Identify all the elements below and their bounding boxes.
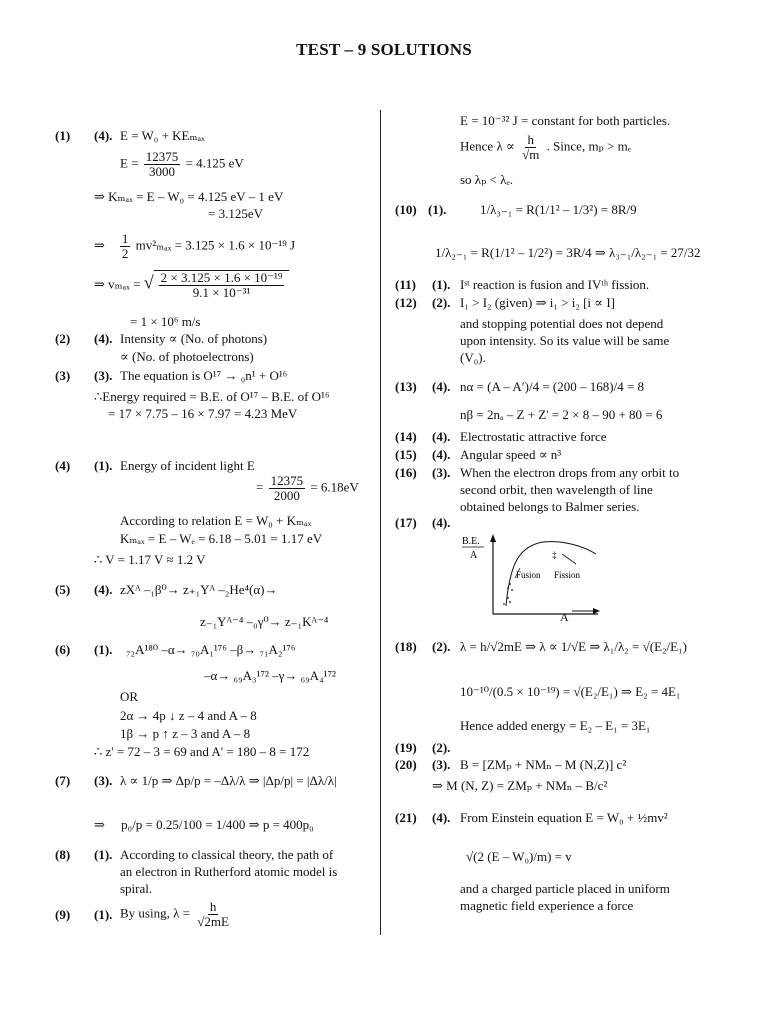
graph-x-label: A — [560, 610, 569, 624]
solution-line: Iˢᵗ reaction is fusion and IVᵗʰ fission. — [460, 277, 650, 292]
question-number: (2) — [55, 331, 71, 346]
answer-option: (2). — [432, 295, 451, 310]
question-number: (7) — [55, 773, 71, 788]
solution-line: magnetic field experience a force — [460, 898, 634, 913]
solution-line: ∴ V = 1.17 V ≈ 1.2 V — [94, 552, 206, 567]
answer-option: (4). — [432, 810, 451, 825]
solution-line: ᴢ₋₁Yᴬ⁻⁴ –₀γ⁰→ ᴢ₋₁Kᴬ⁻⁴ — [200, 614, 329, 629]
answer-option: (4). — [432, 429, 451, 444]
solution-line: From Einstein equation E = W₀ + ½mv² — [460, 810, 668, 825]
question-number: (19) — [395, 740, 417, 755]
solution-line: When the electron drops from any orbit to — [460, 465, 680, 480]
answer-option: (4). — [432, 379, 451, 394]
question-number: (20) — [395, 757, 417, 772]
solution-line: = 3.125eV — [208, 206, 263, 221]
solution-line: ⇒ M (N, Z) = ZMₚ + NMₙ – B/c² — [432, 778, 608, 793]
solution-line: Angular speed ∝ n³ — [460, 447, 562, 462]
question-number: (9) — [55, 907, 71, 922]
solution-line: B = [ZMₚ + NMₙ – M (N,Z)] c² — [460, 757, 627, 772]
solution-line: ∴ z' = 72 – 3 = 69 and A' = 180 – 8 = 172 — [94, 744, 310, 759]
solution-line: By using, λ = $\frac{h}{√2mE}$ — [120, 899, 229, 929]
answer-option: (3). — [94, 773, 113, 788]
solution-line: ⇒ p₀/p = 0.25/100 = 1/400 ⇒ p = 400p₀ — [94, 817, 314, 832]
solution-line: ₇₂A¹⁸⁰ –α→ ₇₀A₁¹⁷⁶ –β→ ₇₁A₂¹⁷⁶ — [126, 642, 296, 657]
page-title: TEST – 9 SOLUTIONS — [296, 40, 472, 59]
solution-line: second orbit, then wavelength of line — [460, 482, 653, 497]
solution-line: so λₚ < λₑ. — [460, 172, 514, 187]
solution-line: E = W₀ + KEₘₐₓ — [120, 128, 205, 143]
answer-option: (1). — [94, 847, 113, 862]
answer-option: (4). — [94, 331, 113, 346]
solution-line: E = 10⁻³² J = constant for both particles. — [460, 113, 671, 128]
solution-line: The equation is O¹⁷ → ₀n¹ + O¹⁶ — [120, 368, 288, 383]
question-number: (18) — [395, 639, 417, 654]
answer-option: (4). — [432, 515, 451, 530]
answer-option: (2). — [432, 740, 451, 755]
solution-line: and a charged particle placed in uniform — [460, 881, 670, 896]
answer-option: (1). — [428, 202, 447, 217]
question-number: (10) — [395, 202, 417, 217]
solution-line: E = $\frac{12375}{3000}$ = 4.125 eV — [120, 149, 244, 179]
solution-line: upon intensity. So its value will be same — [460, 333, 670, 348]
answer-option: (3). — [432, 757, 451, 772]
question-number: (17) — [395, 515, 417, 530]
solution-line: Hence added energy = E₂ – E₁ = 3E₁ — [460, 718, 651, 733]
solution-line: = 1 × 10⁶ m/s — [130, 314, 201, 329]
question-number: (21) — [395, 810, 417, 825]
graph-y-label: A — [470, 550, 478, 561]
solution-line: spiral. — [120, 881, 153, 896]
question-number: (3) — [55, 368, 71, 383]
solution-line: √(2 (E – W₀)/m) = v — [466, 849, 572, 864]
fission-arrow — [562, 554, 576, 564]
question-number: (12) — [395, 295, 417, 310]
answer-option: (1). — [94, 642, 113, 657]
fission-label: Fission — [554, 570, 581, 580]
question-number: (11) — [395, 277, 416, 292]
column-divider — [380, 110, 381, 935]
solution-line: Hence λ ∝ $\frac{h}{√m}$ . Since, mₚ > mₑ — [460, 132, 632, 162]
solution-line: Energy of incident light E — [120, 458, 255, 473]
solution-line: an electron in Rutherford atomic model is — [120, 864, 338, 879]
solution-line: 1/λ₂₋₁ = R(1/1² – 1/2²) = 3R/4 ⇒ λ₃₋₁/λ₂₋₁ = 27/32 — [435, 245, 701, 260]
solution-line: obtained belongs to Balmer series. — [460, 499, 640, 514]
solution-line: nβ = 2nₐ – Z + Z' = 2 × 8 – 90 + 80 = 6 — [460, 407, 663, 422]
solution-line: = $\frac{12375}{2000}$ = 6.18eV — [256, 473, 359, 503]
question-number: (14) — [395, 429, 417, 444]
solution-line: OR — [120, 689, 139, 704]
answer-option: (4). — [94, 128, 113, 143]
question-number: (4) — [55, 458, 71, 473]
solution-line: = 17 × 7.75 – 16 × 7.97 = 4.23 MeV — [108, 406, 298, 421]
solution-line: According to relation E = W₀ + Kₘₐₓ — [120, 513, 312, 528]
question-number: (16) — [395, 465, 417, 480]
answer-option: (3). — [94, 368, 113, 383]
graph-y-arrow — [490, 534, 496, 542]
question-number: (5) — [55, 582, 71, 597]
solution-line: 2α → 4p ↓ z – 4 and A – 8 — [120, 708, 257, 723]
fusion-label: Fusion — [516, 570, 541, 580]
solution-line: ∴Energy required = B.E. of O¹⁷ – B.E. of O¹⁶ — [94, 389, 330, 404]
solution-line: Intensity ∝ (No. of photons) — [120, 331, 268, 346]
answer-option: (1). — [94, 907, 113, 922]
solution-line: ∝ (No. of photoelectrons) — [120, 349, 254, 364]
solution-line: ⇒ vₘₐₓ = √ $\frac{\text{2 × 3.125 × 1.6 × 10⁻¹⁹}}{\text{9.1 × 10⁻³¹}}$ — [94, 270, 289, 300]
question-number: (1) — [55, 128, 71, 143]
solution-line: Electrostatic attractive force — [460, 429, 607, 444]
answer-option: (1). — [432, 277, 451, 292]
answer-option: (4). — [432, 447, 451, 462]
question-number: (15) — [395, 447, 417, 462]
answer-option: (3). — [432, 465, 451, 480]
answer-option: (4). — [94, 582, 113, 597]
solution-line: (V₀). — [460, 350, 486, 365]
solution-line: I₁ > I₂ (given) ⇒ i₁ > i₂ [i ∝ I] — [460, 295, 616, 310]
question-number: (6) — [55, 642, 71, 657]
solution-line: According to classical theory, the path of — [120, 847, 334, 862]
solution-line: and stopping potential does not depend — [460, 316, 664, 331]
solution-line: 10⁻¹⁰/(0.5 × 10⁻¹⁹) = √(E₂/E₁) ⇒ E₂ = 4E₁ — [460, 684, 681, 699]
solution-line: ⇒ $\frac{1}{2}$ mv²ₘₐₓ = 3.125 × 1.6 × 10⁻¹⁹ J — [94, 231, 296, 261]
answer-option: (2). — [432, 639, 451, 654]
answer-option: (1). — [94, 458, 113, 473]
solution-line: ⇒ Kₘₐₓ = E – W₀ = 4.125 eV – 1 eV — [94, 189, 284, 204]
solution-line: ᴢXᴬ –₁β⁰→ ᴢ₊₁Yᴬ –₂He⁴(α)→ — [120, 582, 278, 597]
solution-line: λ = h/√2mE ⇒ λ ∝ 1/√E ⇒ λ₁/λ₂ = √(E₂/E₁) — [460, 639, 687, 654]
svg-text:‡: ‡ — [552, 550, 557, 560]
graph-x-label-arrow — [572, 606, 602, 616]
solution-line: λ ∝ 1/p ⇒ Δp/p = –Δλ/λ ⇒ |Δp/p| = |Δλ/λ| — [120, 773, 337, 788]
solution-line: nα = (A – A′)/4 = (200 – 168)/4 = 8 — [460, 379, 645, 394]
question-number: (8) — [55, 847, 71, 862]
solution-line: 1/λ₃₋₁ = R(1/1² – 1/3²) = 8R/9 — [480, 202, 637, 217]
solution-line: 1β → p ↑ z – 3 and A – 8 — [120, 726, 251, 741]
graph-y-label: B.E. — [462, 536, 480, 547]
solution-line: Kₘₐₓ = E – Wₑ = 6.18 – 5.01 = 1.17 eV — [120, 531, 323, 546]
question-number: (13) — [395, 379, 417, 394]
solution-line: –α→ ₆₉A₃¹⁷² –γ→ ₆₉A₄¹⁷² — [204, 668, 336, 683]
